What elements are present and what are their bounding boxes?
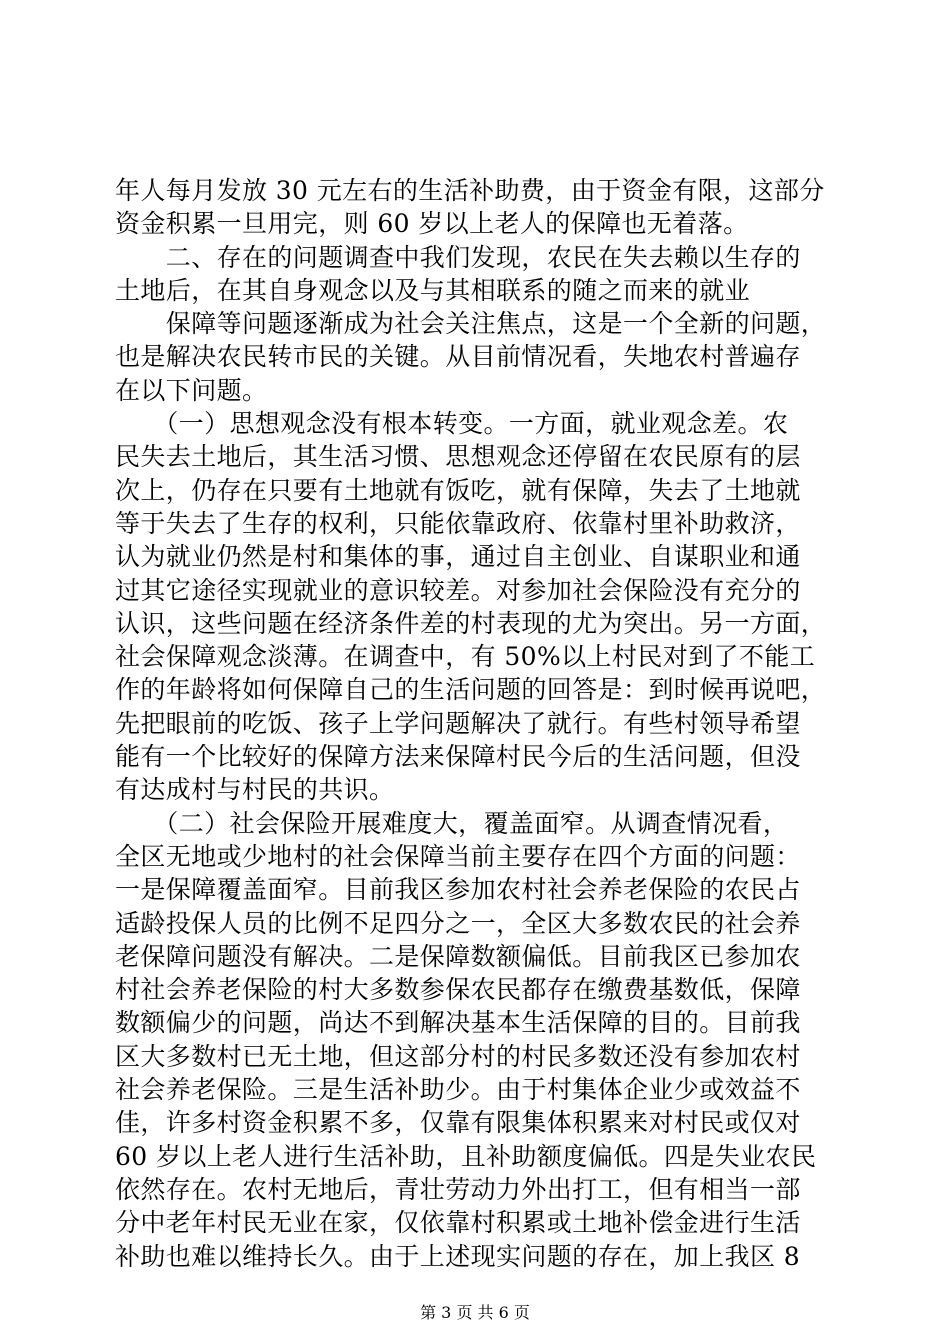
text-line: （二）社会保险开展难度大，覆盖面窄。从调查情况看， [115,808,789,838]
text-line: 认识，这些问题在经济条件差的村表现的尤为突出。另一方面， [115,608,827,638]
text-line: 民失去土地后，其生活习惯、思想观念还停留在农民原有的层 [115,442,801,472]
text-line: 60 岁以上老人进行生活补助，且补助额度偏低。四是失业农民 [115,1141,817,1171]
text-line: 次上，仍存在只要有土地就有饭吃，就有保障，失去了土地就 [115,475,801,505]
text-line: 分中老年村民无业在家，仅依靠村积累或土地补偿金进行生活 [115,1208,801,1238]
page-footer: 第 3 页 共 6 页 [420,1303,530,1322]
text-line: 村社会养老保险的村大多数参保农民都存在缴费基数低，保障 [115,975,801,1005]
text-line: 先把眼前的吃饭、孩子上学问题解决了就行。有些村领导希望 [115,708,801,738]
text-line: 社会保障观念淡薄。在调查中，有 50%以上村民对到了不能工 [115,642,816,672]
text-line: 也是解决农民转市民的关键。从目前情况看，失地农村普遍存 [115,342,801,372]
text-line: 老保障问题没有解决。二是保障数额偏低。目前我区已参加农 [115,941,801,971]
body-text [115,174,837,1273]
text-line: 社会养老保险。三是生活补助少。由于村集体企业少或效益不 [115,1075,801,1105]
text-line: 土地后，在其自身观念以及与其相联系的随之而来的就业 [115,275,751,305]
text-line: 能有一个比较好的保障方法来保障村民今后的生活问题，但没 [115,742,801,772]
text-line: 一是保障覆盖面窄。目前我区参加农村社会养老保险的农民占 [115,875,801,905]
text-line: 适龄投保人员的比例不足四分之一，全区大多数农民的社会养 [115,908,801,938]
text-line: 认为就业仍然是村和集体的事，通过自主创业、自谋职业和通 [115,542,801,572]
text-line: （一）思想观念没有根本转变。一方面，就业观念差。农 [115,409,789,439]
text-line: 保障等问题逐渐成为社会关注焦点，这是一个全新的问题， [115,309,827,339]
text-line: 资金积累一旦用完，则 60 岁以上老人的保障也无着落。 [115,209,749,239]
text-line: 数额偏少的问题，尚达不到解决基本生活保障的目的。目前我 [115,1008,801,1038]
text-line: 作的年龄将如何保障自己的生活问题的回答是：到时候再说吧， [115,675,827,705]
text-line: 等于失去了生存的权利，只能依靠政府、依靠村里补助救济， [115,508,801,538]
text-line: 补助也难以维持长久。由于上述现实问题的存在，加上我区 8 [115,1241,801,1271]
text-line: 在以下问题。 [115,375,268,405]
text-line: 年人每月发放 30 元左右的生活补助费，由于资金有限，这部分 [115,176,825,205]
text-line: 佳，许多村资金积累不多，仅靠有限集体积累来对村民或仅对 [115,1108,801,1138]
text-line: 全区无地或少地村的社会保障当前主要存在四个方面的问题： [115,841,801,871]
text-line: 区大多数村已无土地，但这部分村的村民多数还没有参加农村 [115,1041,801,1071]
text-line: 过其它途径实现就业的意识较差。对参加社会保险没有充分的 [115,575,801,605]
text-line: 依然存在。农村无地后，青壮劳动力外出打工，但有相当一部 [115,1174,801,1204]
text-line: 有达成村与村民的共识。 [115,775,395,805]
text-line: 二、存在的问题调查中我们发现，农民在失去赖以生存的 [115,242,801,272]
